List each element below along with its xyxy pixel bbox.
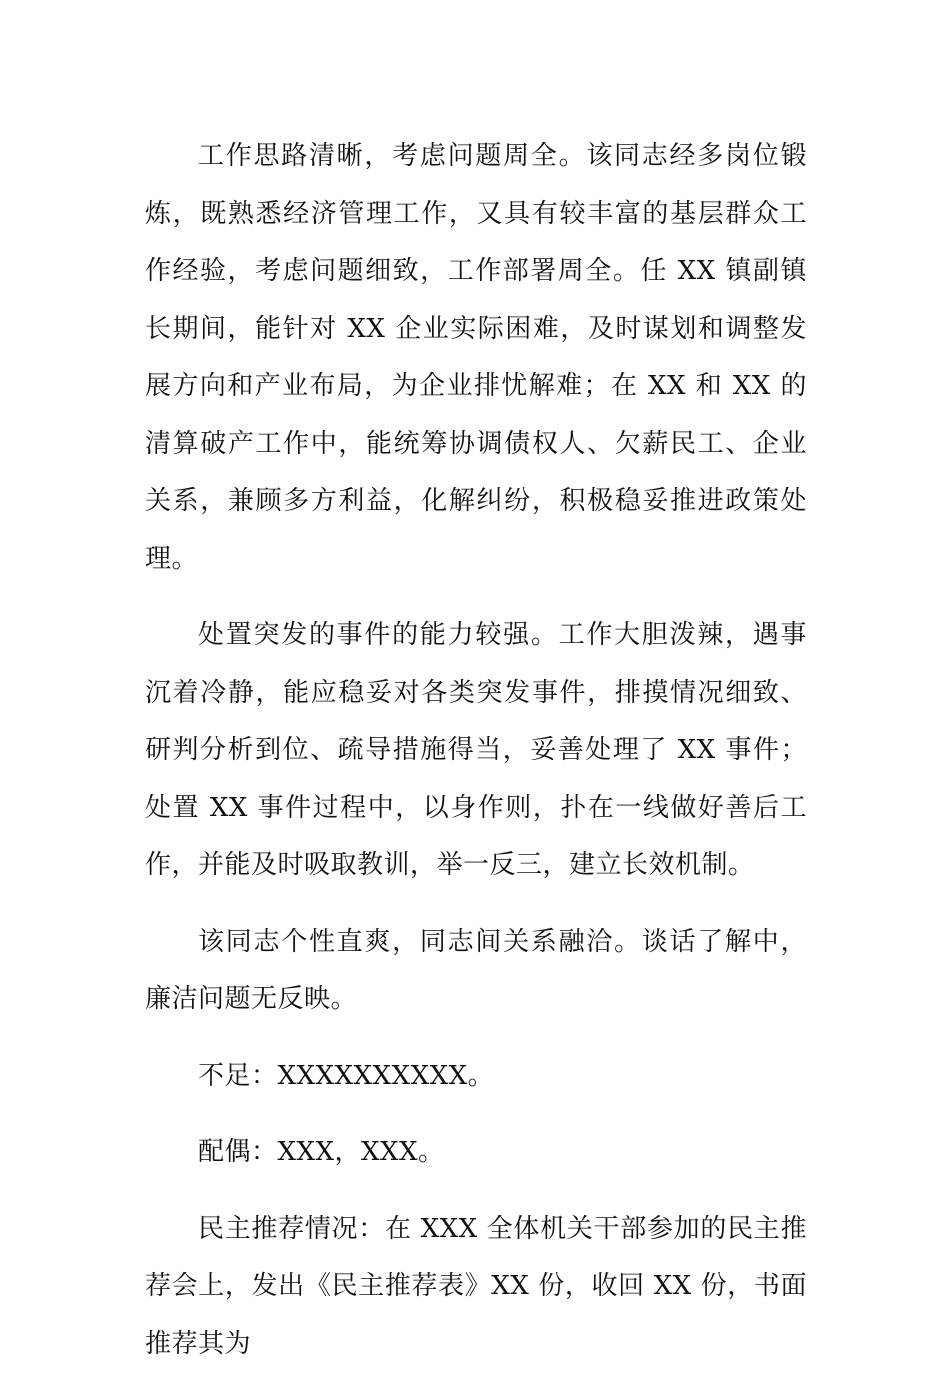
document-body <box>145 128 807 1392</box>
paragraph-shortcomings: 不足：XXXXXXXXXX。 <box>198 1060 495 1091</box>
paragraph-work-approach: 工作思路清晰，考虑问题周全。该同志经多岗位锻炼，既熟悉经济管理工作，又具有较丰富的基层群众工作经验，考虑问题细致，工作部署周全。任 XX 镇副镇长期间，能针对 XX 企业实际困难，及时谋划和调整发展方向和产业布局，为企业排忧解难；在 XX 和 XX 的清算破产工作中，能统筹协调债权人、欠薪民工、企业关系，兼顾多方利益，化解纠纷，积极稳妥推进政策处理。 <box>145 141 807 574</box>
paragraph-recommendation: 民主推荐情况：在 XXX 全体机关干部参加的民主推荐会上，发出《民主推荐表》XX 份，收回 XX 份，书面推荐其为 <box>145 1213 807 1359</box>
paragraph-spouse: 配偶：XXX，XXX。 <box>198 1137 445 1167</box>
paragraph-emergency-handling: 处置突发的事件的能力较强。工作大胆泼辣，遇事沉着冷静，能应稳妥对各类突发事件，排摸情况细致、研判分析到位、疏导措施得当，妥善处理了 XX 事件；处置 XX 事件过程中，以身作则，扑在一线做好善后工作，并能及时吸取教训，举一反三，建立长效机制。 <box>145 620 807 880</box>
paragraph-personality: 该同志个性直爽，同志间关系融洽。谈话了解中，廉洁问题无反映。 <box>145 926 807 1014</box>
